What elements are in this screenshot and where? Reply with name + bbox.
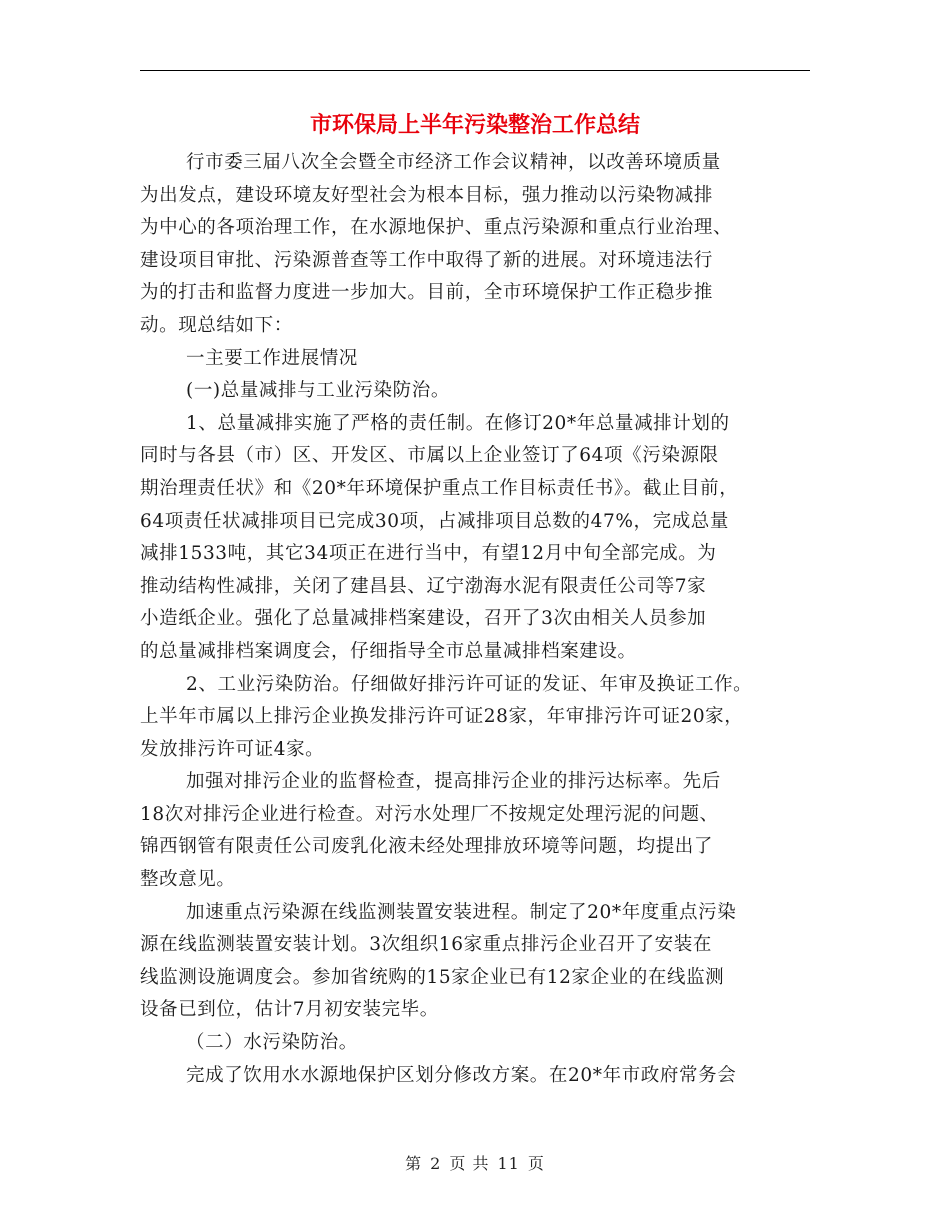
text-line: 2、工业污染防治。仔细做好排污许可证的发证、年审及换证工作。: [186, 673, 753, 695]
text-line: 小造纸企业。强化了总量减排档案建设，召开了3次由相关人员参加: [140, 608, 707, 630]
text-line: 期治理责任状》和《20*年环境保护重点工作目标责任书》。截止目前，: [140, 477, 739, 499]
text-line: 减排1533吨，其它34项正在进行当中，有望12月中旬全部完成。为: [140, 543, 717, 565]
text-line: 线监测设施调度会。参加省统购的15家企业已有12家企业的在线监测: [140, 966, 725, 988]
text-line: 一主要工作进展情况: [186, 347, 358, 369]
footer-prefix: 第: [405, 1154, 423, 1173]
text-line: 设备已到位，估计7月初安装完毕。: [140, 999, 439, 1021]
text-line: 为的打击和监督力度进一步加大。目前，全市环境保护工作正稳步推: [140, 282, 714, 304]
footer-suffix: 页: [527, 1154, 545, 1173]
text-line: 建设项目审批、污染源普查等工作中取得了新的进展。对环境违法行: [140, 249, 714, 271]
text-line: 18次对排污企业进行检查。对污水处理厂不按规定处理污泥的问题、: [140, 803, 719, 825]
text-line: 加强对排污企业的监督检查，提高排污企业的排污达标率。先后: [186, 771, 721, 793]
document-body: [140, 147, 810, 1092]
text-line: 动。现总结如下：: [140, 314, 293, 336]
text-line: 推动结构性减排，关闭了建昌县、辽宁渤海水泥有限责任公司等7家: [140, 575, 707, 597]
text-line: 行市委三届八次全会暨全市经济工作会议精神，以改善环境质量: [186, 152, 721, 173]
text-line: 1、总量减排实施了严格的责任制。在修订20*年总量减排计划的: [186, 412, 730, 434]
text-line: （二）水污染防治。: [186, 1032, 358, 1054]
document-title: 市环保局上半年污染整治工作总结: [309, 113, 640, 138]
text-line: (一)总量减排与工业污染防治。: [186, 380, 450, 402]
text-line: 整改意见。: [140, 869, 236, 891]
text-line: 加速重点污染源在线监测装置安装进程。制定了20*年度重点污染: [186, 901, 737, 923]
text-line: 上半年市属以上排污企业换发排污许可证28家，年审排污许可证20家，: [140, 706, 744, 728]
page-footer: [140, 1153, 810, 1175]
footer-total-pages: 11: [497, 1154, 520, 1173]
text-line: 为中心的各项治理工作，在水源地保护、重点污染源和重点行业治理、: [140, 217, 733, 239]
footer-middle: 页 共: [449, 1154, 490, 1173]
text-line: 发放排污许可证4家。: [140, 738, 325, 760]
footer-current-page: 2: [430, 1154, 442, 1173]
text-line: 的总量减排档案调度会，仔细指导全市总量减排档案建设。: [140, 640, 637, 662]
text-line: 为出发点，建设环境友好型社会为根本目标，强力推动以污染物减排: [140, 184, 714, 206]
text-line: 源在线监测装置安装计划。3次组织16家重点排污企业召开了安装在: [140, 934, 712, 956]
header-rule: [140, 70, 810, 71]
text-line: 64项责任状减排项目已完成30项，占减排项目总数的47%，完成总量: [140, 510, 730, 532]
text-line: 同时与各县（市）区、开发区、市属以上企业签订了64项《污染源限: [140, 445, 719, 467]
text-line: 锦西钢管有限责任公司废乳化液未经处理排放环境等问题，均提出了: [140, 836, 714, 858]
text-line: 完成了饮用水水源地保护区划分修改方案。在20*年市政府常务会: [186, 1064, 737, 1086]
